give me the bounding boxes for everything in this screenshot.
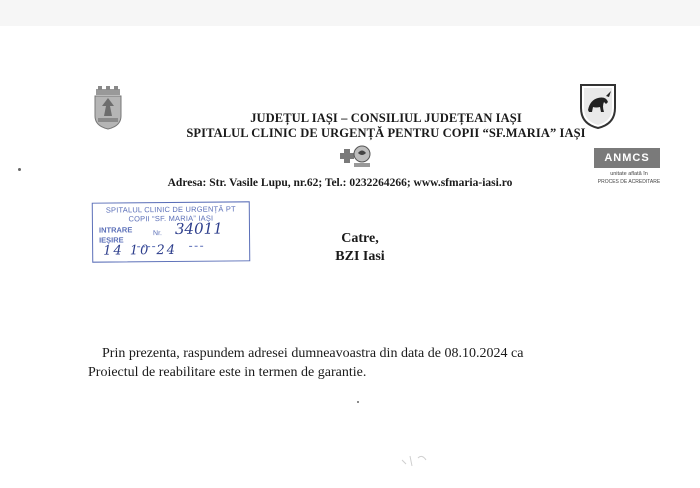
anmcs-caption-line1: unitate aflată în [610, 171, 648, 177]
registration-stamp [92, 201, 251, 262]
letter-paragraph: Prin prezenta, raspundem adresei dumneavoastra din data de 08.10.2024 ca [102, 346, 524, 361]
anmcs-caption-line2: PROCES DE ACREDITARE [597, 179, 661, 185]
letter-paragraph: Proiectul de reabilitare este in termen de garantie. [88, 365, 367, 380]
stamp-divider [189, 246, 203, 247]
stamp-institution-line2: COPII “SF. MARIA” IAȘI [128, 213, 214, 224]
stamp-incoming-label: INTRARE [98, 225, 133, 235]
hospital-name-heading: SPITALUL CLINIC DE URGENȚĂ PENTRU COPII “SF.MARIA” IAȘI [186, 126, 586, 140]
hospital-cross-icon [340, 143, 372, 173]
recipient-name: BZI Iasi [335, 249, 385, 264]
scan-speck [18, 168, 21, 171]
anmcs-accreditation-badge [592, 148, 666, 192]
stamp-handwritten-date: 14 10 24 [103, 242, 178, 259]
scan-speck [357, 401, 359, 403]
stamp-handwritten-number: 34011 [174, 219, 223, 238]
hospital-address: Adresa: Str. Vasile Lupu, nr.62; Tel.: 0232264266; www.sfmaria-iasi.ro [167, 177, 513, 189]
stamp-number-label: Nr. [152, 230, 162, 238]
anmcs-logo: ANMCS [594, 148, 660, 168]
stamp-outgoing-label: IEȘIRE [99, 235, 124, 245]
scan-smudge [400, 452, 440, 468]
stamp-divider [137, 246, 155, 247]
top-border [0, 0, 700, 26]
recipient-salutation: Catre, [341, 231, 379, 246]
county-council-heading: JUDEȚUL IAȘI – CONSILIUL JUDEȚEAN IAȘI [250, 111, 522, 125]
letter-body [88, 344, 648, 382]
stamp-institution-line1: SPITALUL CLINIC DE URGENȚĂ PT [105, 204, 236, 215]
